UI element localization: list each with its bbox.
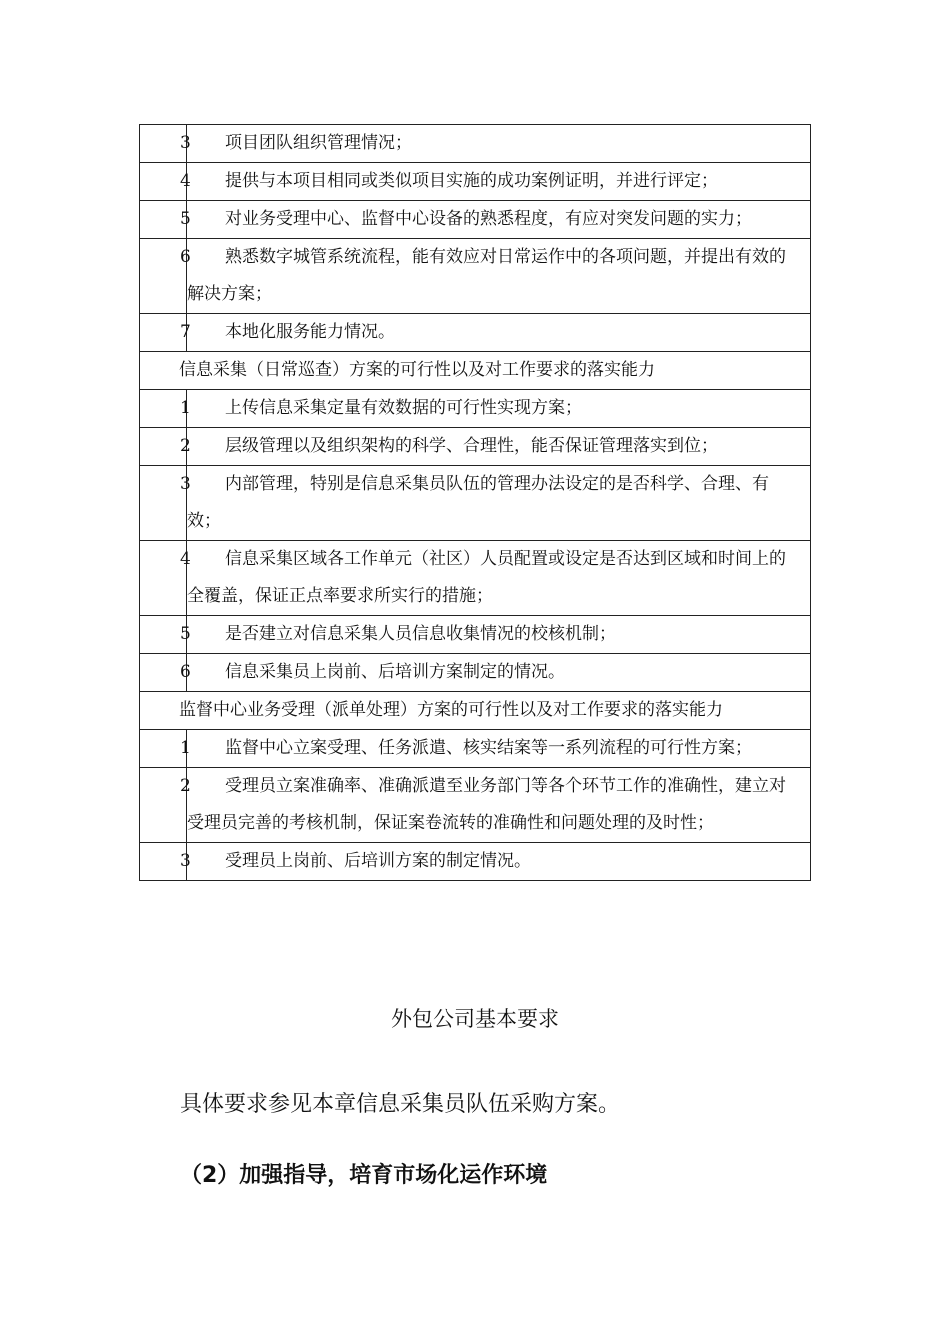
row-text: 层级管理以及组织架构的科学、合理性，能否保证管理落实到位；	[225, 436, 718, 456]
row-number: 1	[180, 738, 191, 758]
row-text: 上传信息采集定量有效数据的可行性实现方案；	[225, 398, 582, 418]
row-number: 7	[180, 322, 191, 342]
table-row	[140, 616, 810, 654]
row-number: 5	[180, 209, 191, 229]
row-number: 6	[180, 662, 191, 682]
table-row	[140, 428, 810, 466]
row-number: 5	[180, 624, 191, 644]
table-row	[140, 201, 810, 239]
row-number: 6	[180, 247, 191, 267]
row-number: 2	[180, 776, 191, 796]
section-title: 信息采集（日常巡查）方案的可行性以及对工作要求的落实能力	[179, 360, 655, 380]
subsection-heading: （2）加强指导，培育市场化运作环境	[180, 1163, 548, 1188]
table-row	[140, 466, 810, 541]
row-number: 3	[180, 474, 191, 494]
table-row	[140, 163, 810, 201]
row-text: 内部管理，特别是信息采集员队伍的管理办法设定的是否科学、合理、有效；	[187, 474, 769, 531]
row-text: 熟悉数字城管系统流程，能有效应对日常运作中的各项问题，并提出有效的解决方案；	[187, 247, 786, 304]
row-number: 3	[180, 133, 191, 153]
row-number: 4	[180, 549, 191, 569]
table-row	[140, 390, 810, 428]
row-text: 信息采集员上岗前、后培训方案制定的情况。	[225, 662, 565, 682]
row-text: 是否建立对信息采集人员信息收集情况的校核机制；	[225, 624, 616, 644]
row-text: 监督中心立案受理、任务派遣、核实结案等一系列流程的可行性方案；	[225, 738, 752, 758]
section-row	[140, 352, 810, 390]
row-number: 2	[180, 436, 191, 456]
body-paragraph: 具体要求参见本章信息采集员队伍采购方案。	[180, 1092, 621, 1117]
criteria-table	[139, 124, 811, 881]
row-number: 4	[180, 171, 191, 191]
row-number: 3	[180, 851, 191, 871]
section-row	[140, 692, 810, 730]
row-number: 1	[180, 398, 191, 418]
row-text: 项目团队组织管理情况；	[225, 133, 412, 153]
row-text: 本地化服务能力情况。	[225, 322, 395, 342]
row-text: 信息采集区域各工作单元（社区）人员配置或设定是否达到区域和时间上的全覆盖，保证正点率要求所实行的措施；	[187, 549, 786, 606]
table-row	[140, 125, 810, 163]
row-text: 提供与本项目相同或类似项目实施的成功案例证明，并进行评定；	[225, 171, 718, 191]
table-row	[140, 730, 810, 768]
section-caption: 外包公司基本要求	[391, 1007, 559, 1031]
row-text: 对业务受理中心、监督中心设备的熟悉程度，有应对突发问题的实力；	[225, 209, 752, 229]
table-row	[140, 768, 810, 843]
table-row	[140, 843, 810, 880]
table-row	[140, 314, 810, 352]
row-text: 受理员立案准确率、准确派遣至业务部门等各个环节工作的准确性，建立对受理员完善的考核机制，保证案卷流转的准确性和问题处理的及时性；	[187, 776, 786, 833]
table-row	[140, 541, 810, 616]
table-row	[140, 239, 810, 314]
row-text: 受理员上岗前、后培训方案的制定情况。	[225, 851, 531, 871]
section-title: 监督中心业务受理（派单处理）方案的可行性以及对工作要求的落实能力	[179, 700, 723, 720]
table-row	[140, 654, 810, 692]
